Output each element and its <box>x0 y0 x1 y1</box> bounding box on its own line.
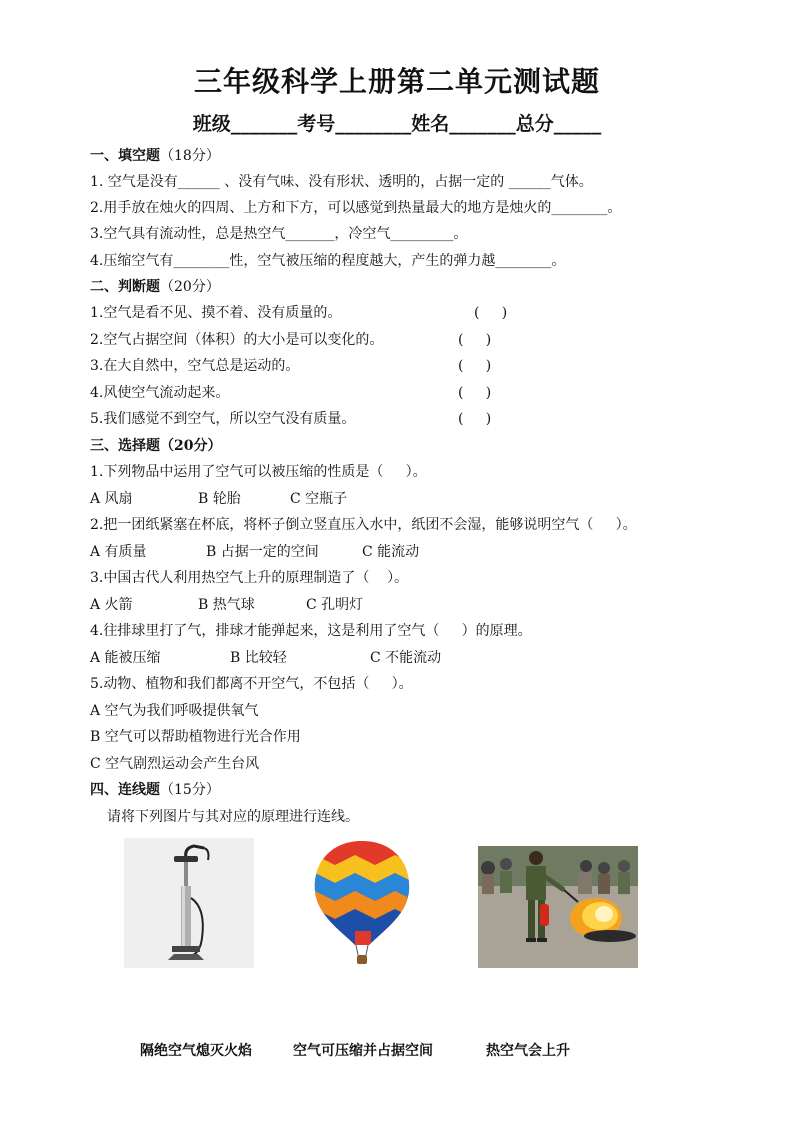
section-points: （20分） <box>160 279 220 295</box>
choice-option: A 火箭 <box>90 597 133 613</box>
choice-option: C 空气剧烈运动会产生台风 <box>90 756 260 772</box>
section-title: 一、填空题 <box>90 148 160 164</box>
judge-question: 4.风使空气流动起来。 <box>90 385 230 401</box>
section-title: 四、连线题 <box>90 782 160 798</box>
judge-answer-bracket: ( ) <box>458 332 492 348</box>
section-match-heading <box>90 779 220 801</box>
student-info-line: 班级_______考号________姓名_______总分_____ <box>192 113 602 135</box>
choice-option: B 热气球 <box>198 597 255 613</box>
choice-option: B 空气可以帮助植物进行光合作用 <box>90 729 301 745</box>
match-label: 隔绝空气熄灭火焰 <box>140 1043 252 1059</box>
choice-option: A 风扇 <box>90 491 133 507</box>
fire-extinguisher-icon <box>478 846 638 968</box>
choice-option: A 能被压缩 <box>90 650 161 666</box>
choice-option: C 空瓶子 <box>290 491 348 507</box>
fill-question: 2.用手放在烛火的四周、上方和下方，可以感觉到热量最大的地方是烛火的________。 <box>90 200 622 216</box>
match-label: 空气可压缩并占据空间 <box>293 1043 433 1059</box>
judge-question: 3.在大自然中，空气总是运动的。 <box>90 358 300 374</box>
judge-answer-bracket: ( ) <box>458 385 492 401</box>
section-judge-heading <box>90 276 220 298</box>
choice-option: B 比较轻 <box>230 650 287 666</box>
choice-question: 2.把一团纸紧塞在杯底，将杯子倒立竖直压入水中，纸团不会湿，能够说明空气（ ）。 <box>90 517 637 533</box>
choice-option: C 不能流动 <box>370 650 442 666</box>
fill-question: 4.压缩空气有________性，空气被压缩的程度越大，产生的弹力越________。 <box>90 253 566 269</box>
section-points: （18分） <box>160 148 220 164</box>
section-fill-heading <box>90 145 220 167</box>
fill-question: 1. 空气是没有______ 、没有气味、没有形状、透明的，占据一定的 ______气体。 <box>90 174 593 190</box>
judge-answer-bracket: ( ) <box>474 305 508 321</box>
section-points: （15分） <box>160 782 220 798</box>
section-title: 二、判断题 <box>90 279 160 295</box>
air-pump-icon <box>124 838 254 968</box>
judge-question: 2.空气占据空间（体积）的大小是可以变化的。 <box>90 332 384 348</box>
choice-question: 5.动物、植物和我们都离不开空气，不包括（ ）。 <box>90 676 413 692</box>
fill-question: 3.空气具有流动性，总是热空气_______，冷空气_________。 <box>90 226 468 242</box>
judge-answer-bracket: ( ) <box>458 358 492 374</box>
choice-option: B 占据一定的空间 <box>206 544 319 560</box>
choice-option: B 轮胎 <box>198 491 241 507</box>
choice-option: C 能流动 <box>362 544 420 560</box>
air-pump-image <box>124 838 254 968</box>
choice-option: A 空气为我们呼吸提供氧气 <box>90 703 259 719</box>
hot-air-balloon-icon <box>295 835 430 970</box>
judge-question: 1.空气是看不见、摸不着、没有质量的。 <box>90 305 342 321</box>
choice-question: 4.往排球里打了气，排球才能弹起来，这是利用了空气（ ）的原理。 <box>90 623 532 639</box>
hot-air-balloon-image <box>295 835 430 970</box>
choice-option: A 有质量 <box>90 544 147 560</box>
judge-answer-bracket: ( ) <box>458 411 492 427</box>
fire-extinguisher-image <box>478 846 638 968</box>
match-label: 热空气会上升 <box>486 1043 570 1059</box>
section-choice-heading: 三、选择题（20分） <box>90 438 222 454</box>
choice-question: 3.中国古代人利用热空气上升的原理制造了（ ）。 <box>90 570 409 586</box>
choice-option: C 孔明灯 <box>306 597 364 613</box>
judge-question: 5.我们感觉不到空气，所以空气没有质量。 <box>90 411 356 427</box>
choice-question: 1.下列物品中运用了空气可以被压缩的性质是（ ）。 <box>90 464 427 480</box>
page-title: 三年级科学上册第二单元测试题 <box>193 65 600 98</box>
match-instruction: 请将下列图片与其对应的原理进行连线。 <box>107 809 359 825</box>
